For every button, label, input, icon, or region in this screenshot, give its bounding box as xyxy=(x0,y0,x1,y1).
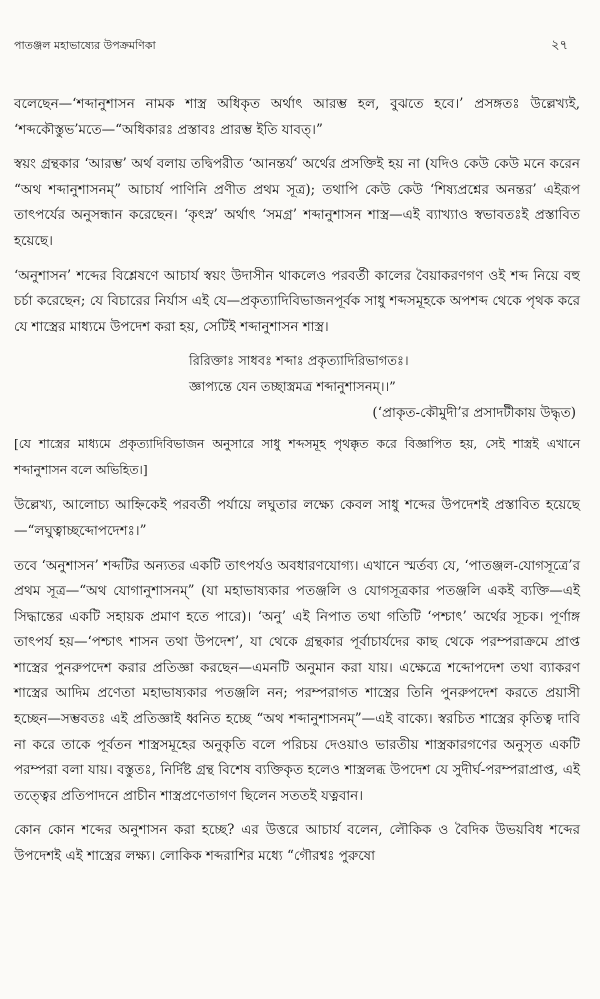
verse-line: জ্ঞাপ্যন্তে যেন তচ্ছাস্ত্রমত্র শব্দানুশাসনম্।।” xyxy=(189,379,396,395)
translation-note: [যে শাস্ত্রের মাধ্যমে প্রকৃত্যাদিবিভাজন অনুসারে সাধু শব্দসমূহ পৃথক্কৃত করে বিজ্ঞাপিত হয়, সেই শাস্ত্রই এখানে শব্দানুশাসন বলে অভিহিত।] xyxy=(14,437,580,477)
paragraph: তবে ‘অনুশাসন’ শব্দটির অন্যতর একটি তাৎপর্যও অবধারণযোগ্য। এখানে স্মর্তব্য যে, ‘পাতঞ্জল-যোগসূত্রে’র প্রথম সূত্র—“অথ যোগানুশাসনম্” (যা মহাভাষ্যকার পতঞ্জলি ও যোগসূত্রকার পতঞ্জলি একই ব্যক্তি—এই সিদ্ধান্তের একটি সহায়ক প্রমাণ হতে পারে)। ‘অনু’ এই নিপাত তথা গতিটি ‘পশ্চাৎ’ অর্থের সূচক। পূর্ণাঙ্গ তাৎপর্য হয়—‘পশ্চাৎ শাসন তথা উপদেশ’, যা থেকে গ্রন্থকার পূর্বাচার্যদের কাছ থেকে পরম্পরাক্রমে প্রাপ্ত শাস্ত্রের পুনরুপদেশ করার প্রতিজ্ঞা করছেন—এমনটি অনুমান করা যায়। এক্ষেত্রে শব্দোপদেশ তথা ব্যাকরণ শাস্ত্রের আদিম প্রণেতা মহাভাষ্যকার পতঞ্জলি নন; পরম্পরাগত শাস্ত্রের তিনি পুনরুপদেশ করতে প্রয়াসী হচ্ছেন—সম্ভবতঃ এই প্রতিজ্ঞাই ধ্বনিত হচ্ছে “অথ শব্দানুশাসনম্”—এই বাক্যে। স্বরচিত শাস্ত্রের কৃতিত্ব দাবি না করে তাকে পূর্বতন শাস্ত্রসমূহের অনুকৃতি বলে পরিচয় দেওয়াও ভারতীয় শাস্ত্রকারগণের অনুসৃত একটি পরম্পরা বলা যায়। বস্তুতঃ, নির্দিষ্ট গ্রন্থ বিশেষ ব্যক্তিকৃত হলেও শাস্ত্রলব্ধ উপদেশ যে সুদীর্ঘ-পরম্পরাপ্রাপ্ত, এই তত্ত্বের প্রতিপাদনে প্রাচীন শাস্ত্রপ্রণেতাগণ ছিলেন সততই যত্নবান। xyxy=(14,557,580,804)
body-text xyxy=(14,92,580,879)
paragraph: উল্লেখ্য, আলোচ্য আহ্নিকেই পরবর্তী পর্যায়ে লঘুতার লক্ষ্যে কেবল সাধু শব্দের উপদেশই প্রস্তাবিত হয়েছে—“লঘুত্বাচ্ছব্দোপদেশঃ।” xyxy=(14,497,580,539)
verse-source: (‘প্রাকৃত-কৌমুদী’র প্রসাদটীকায় উদ্ধৃত) xyxy=(372,404,576,421)
verse-quote xyxy=(14,349,580,426)
verse-line: রিরিক্তাঃ সাধবঃ শব্দাঃ প্রকৃত্যাদিরিভাগতঃ। xyxy=(189,354,409,370)
paragraph: স্বয়ং গ্রন্থকার ‘আরম্ভ’ অর্থ বলায় তদ্বিপরীত ‘আনন্তর্য’ অর্থের প্রসক্তিই হয় না (যদিও কেউ কেউ মনে করেন “অথ শব্দানুশাসনম্” আচার্য পাণিনি প্রণীত প্রথম সূত্র); তথাপি কেউ কেউ ‘শিষ্যপ্রশ্নের অনন্তর’ এইরূপ তাৎপর্যের অনুসন্ধান করেছেন। ‘কৃৎস্ন’ অর্থাৎ ‘সমগ্র’ শব্দানুশাসন শাস্ত্র—এই ব্যাখ্যাও স্বভাবতঃই প্রস্তাবিত হয়েছে। xyxy=(14,156,580,249)
paragraph: বলেছেন—‘শব্দানুশাসন নামক শাস্ত্র অধিকৃত অর্থাৎ আরম্ভ হল, বুঝতে হবে।’ প্রসঙ্গতঃ উল্লেখ্যই, ‘শব্দকৌস্তুভ’মতে—“অধিকারঃ প্রস্তাবঃ প্রারম্ভ ইতি যাবত্।” xyxy=(14,96,580,138)
page-number: ২৭ xyxy=(551,38,568,53)
paragraph: কোন কোন শব্দের অনুশাসন করা হচ্ছে? এর উত্তরে আচার্য বলেন, লৌকিক ও বৈদিক উভয়বিধ শব্দের উপদেশই এই শাস্ত্রের লক্ষ্য। লোকিক শব্দরাশির মধ্যে “গৌরশ্বঃ পুরুষো xyxy=(14,822,580,865)
running-title: পাতঞ্জল মহাভাষ্যের উপক্রমণিকা xyxy=(14,39,156,52)
paragraph: ‘অনুশাসন’ শব্দের বিশ্লেষণে আচার্য স্বয়ং উদাসীন থাকলেও পরবর্তী কালের বৈয়াকরণগণ ওই শব্দ নিয়ে বহু চর্চা করেছেন; যে বিচারের নির্যাস এই যে—প্রকৃত্যাদিবিভাজনপূর্বক সাধু শব্দসমূহকে অপশব্দ থেকে পৃথক করে যে শাস্ত্রের মাধ্যমে উপদেশ করা হয়, সেটিই শব্দানুশাসন শাস্ত্র। xyxy=(14,267,580,335)
running-header xyxy=(14,36,568,57)
